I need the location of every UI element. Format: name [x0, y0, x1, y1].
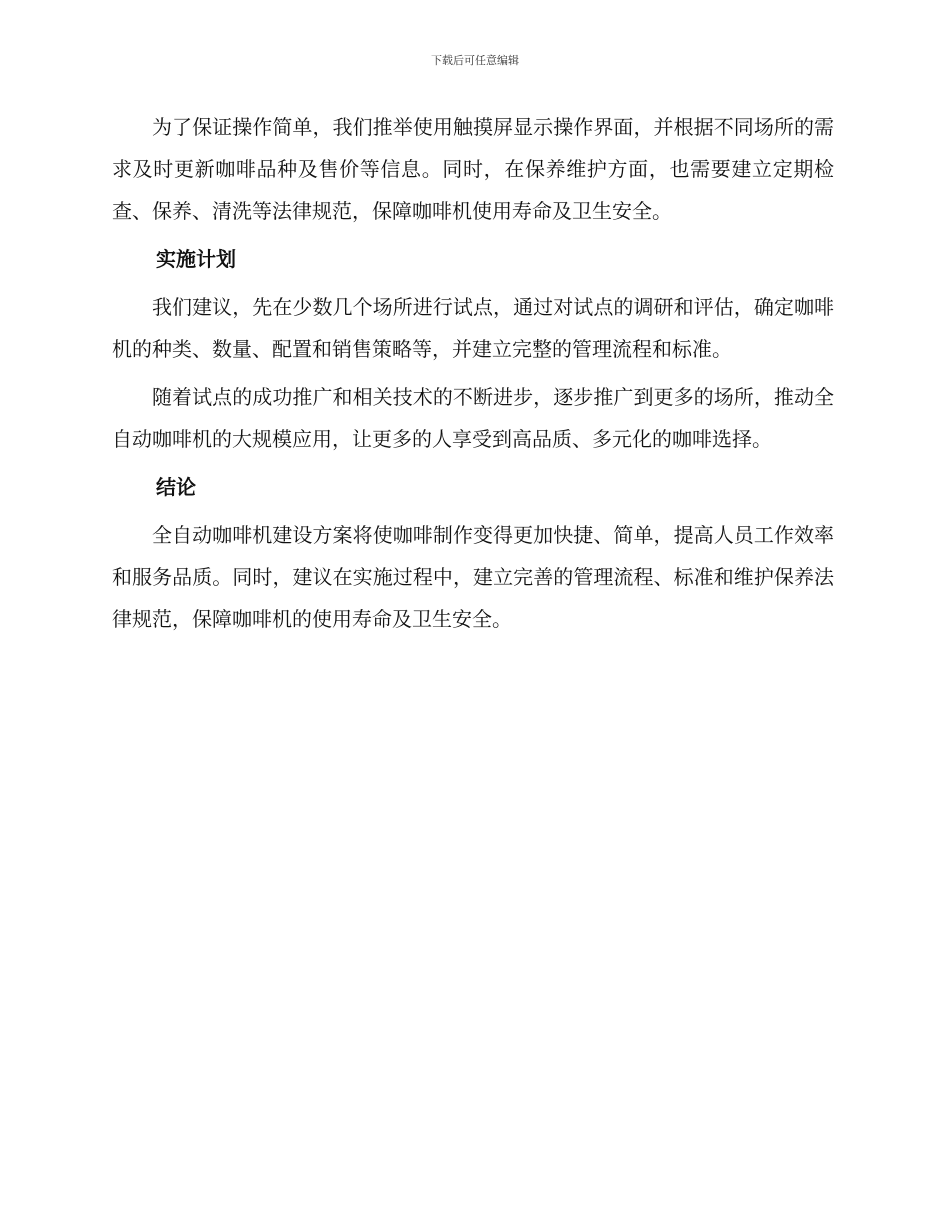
page-header: 下载后可任意编辑	[431, 54, 519, 67]
conclusion-heading: 结论	[156, 475, 196, 499]
plan-paragraph-2: 随着试点的成功推广和相关技术的不断进步，逐步推广到更多的场所，推动全自动咖啡机的大规模应用，让更多的人享受到高品质、多元化的咖啡选择。	[112, 385, 834, 451]
document-body	[112, 106, 834, 640]
plan-paragraph-1: 我们建议，先在少数几个场所进行试点，通过对试点的调研和评估，确定咖啡机的种类、数量、配置和销售策略等，并建立完整的管理流程和标准。	[112, 295, 834, 361]
conclusion-paragraph: 全自动咖啡机建设方案将使咖啡制作变得更加快捷、简单，提高人员工作效率和服务品质。同时，建议在实施过程中，建立完善的管理流程、标准和维护保养法律规范，保障咖啡机的使用寿命及卫生安全。	[112, 523, 834, 631]
plan-heading: 实施计划	[156, 247, 236, 271]
intro-paragraph: 为了保证操作简单，我们推举使用触摸屏显示操作界面，并根据不同场所的需求及时更新咖啡品种及售价等信息。同时，在保养维护方面，也需要建立定期检查、保养、清洗等法律规范，保障咖啡机使用寿命及卫生安全。	[112, 115, 834, 223]
